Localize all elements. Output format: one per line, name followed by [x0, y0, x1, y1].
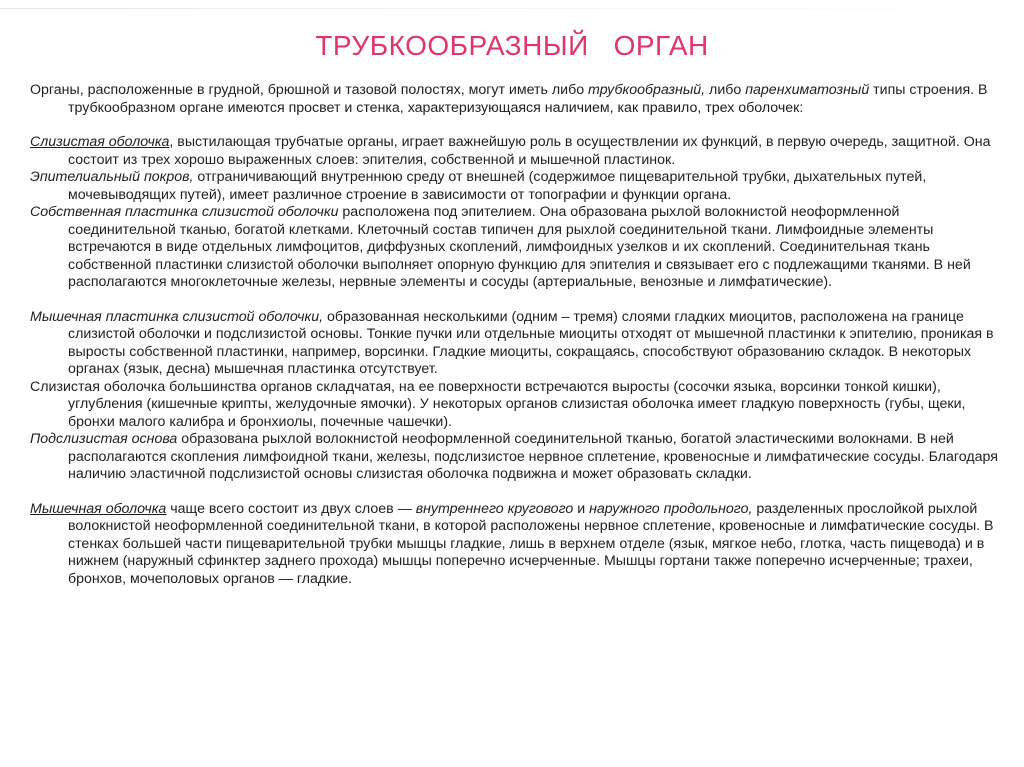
term-submucosa: Подслизистая основа: [30, 431, 178, 447]
mucosa-text: , выстилающая трубчатые органы, играет важнейшую роль в осуществлении их функций, в первую очередь, защитной. Она состоит из трех хорошо выраженных слоев: эпителия, собственной и мышечной пластинок.: [68, 134, 991, 168]
intro-paragraph: [30, 82, 1000, 117]
intro-text-3: типы строения. В трубкообразном органе имеются просвет и стенка, характеризующаяся наличием, как правило, трех оболочек:: [68, 82, 988, 116]
epithelium-paragraph: [30, 169, 1000, 204]
term-mucosa: Слизистая оболочка: [30, 134, 170, 150]
muscularis-text-2: и: [573, 500, 590, 517]
spacer: [30, 484, 1000, 501]
muscularis-text-1: чаще всего состоит из двух слоев —: [166, 500, 416, 517]
term-inner-circular: внутреннего кругового: [415, 500, 574, 517]
slide-body: [30, 82, 1000, 588]
spacer: [30, 292, 1000, 309]
muscularis-text-3: разделенных прослойкой рыхлой волокнистой неоформленной соединительной ткани, в которой расположены нервное сплетение, кровеносные и лимфатические сосуды. В стенках большей части пищеварительной трубки мышцы гладкие, лишь в верхнем отделе (язык, мягкое небо, глотка, часть пищевода) и в нижнем (наружный сфинктер заднего прохода) мышцы поперечно исчерченные. Мышцы гортани также поперечно исчерченные; трахеи, бронхов, мочеполовых органов — гладкие.: [68, 500, 994, 587]
muscularis-paragraph: [30, 500, 1000, 589]
lamina-propria-text: расположена под эпителием. Она образована рыхлой волокнистой неоформленной соединительной тканью, богатой клетками. Клеточный состав типичен для рыхлой соединительной ткани. Лимфоидные элементы встречаются в виде отдельных лимфоцитов, диффузных скоплений, лимфоидных узелков и их скоплений. Соединительная ткань собственной пластинки слизистой оболочки выполняет опорную функцию для эпителия и связывает его с подлежащими тканями. В ней располагаются многоклеточные железы, нервные элементы и сосуды (артериальные, венозные и лимфатические).: [68, 204, 971, 290]
page-title: ТРУБКООБРАЗНЫЙ ОРГАН: [315, 30, 709, 61]
mucosa-surface-paragraph: [30, 378, 1000, 432]
intro-text-2: либо: [705, 82, 746, 98]
mucosa-surface-text: Слизистая оболочка большинства органов складчатая, на ее поверхности встречаются выросты (сосочки языка, ворсинки тонкой кишки), углубления (кишечные крипты, желудочные ямочки). У некоторых органов слизистая оболочка имеет гладкую поверхность (губы, щеки, бронхи малого калибра и бронхиолы, почечные чашечки).: [30, 378, 966, 430]
intro-text-1: Органы, расположенные в грудной, брюшной и тазовой полостях, могут иметь либо: [30, 82, 589, 98]
term-epithelium: Эпителиальный покров,: [30, 169, 194, 185]
mucosa-paragraph: [30, 134, 1000, 169]
term-lamina-propria: Собственная пластинка слизистой оболочки: [30, 204, 339, 220]
term-outer-longitudinal: наружного продольного,: [589, 500, 753, 517]
term-muscularis: Мышечная оболочка: [30, 500, 167, 517]
term-muscularis-mucosae: Мышечная пластинка слизистой оболочки,: [30, 308, 324, 325]
intro-term-tubular: трубкообразный,: [588, 82, 706, 98]
muscularis-mucosae-paragraph: [30, 308, 1000, 379]
submucosa-paragraph: [30, 431, 1000, 484]
intro-term-parenchymal: паренхиматозный: [745, 82, 870, 98]
spacer: [30, 117, 1000, 134]
epithelium-text: отграничивающий внутреннюю среду от внешней (содержимое пищеварительной трубки, дыхательных путей, мочевыводящих путей), имеет различное строение в зависимости от топографии и функции органа.: [68, 169, 927, 203]
submucosa-text: образована рыхлой волокнистой неоформленной соединительной тканью, богатой эластическими волокнами. В ней располагаются скопления лимфоидной ткани, железы, подслизистое нервное сплетение, кровеносные и лимфатические сосуды. Благодаря наличию эластичной подслизистой основы слизистая оболочка подвижна и может образовать складки.: [68, 431, 998, 482]
lamina-propria-paragraph: [30, 204, 1000, 292]
muscularis-mucosae-text: образованная несколькими (одним – тремя) слоями гладких миоцитов, расположена на границе слизистой оболочки и подслизистой основы. Тонкие пучки или отдельные миоциты отходят от мышечной пластинки к эпителию, проникая в выросты собственной пластинки, например, ворсинки. Гладкие миоциты, сокращаясь, способствуют образованию складок. В некоторых органах (язык, десна) мышечная пластинка отсутствует.: [68, 308, 994, 377]
slide-top-rule: [0, 8, 1024, 9]
